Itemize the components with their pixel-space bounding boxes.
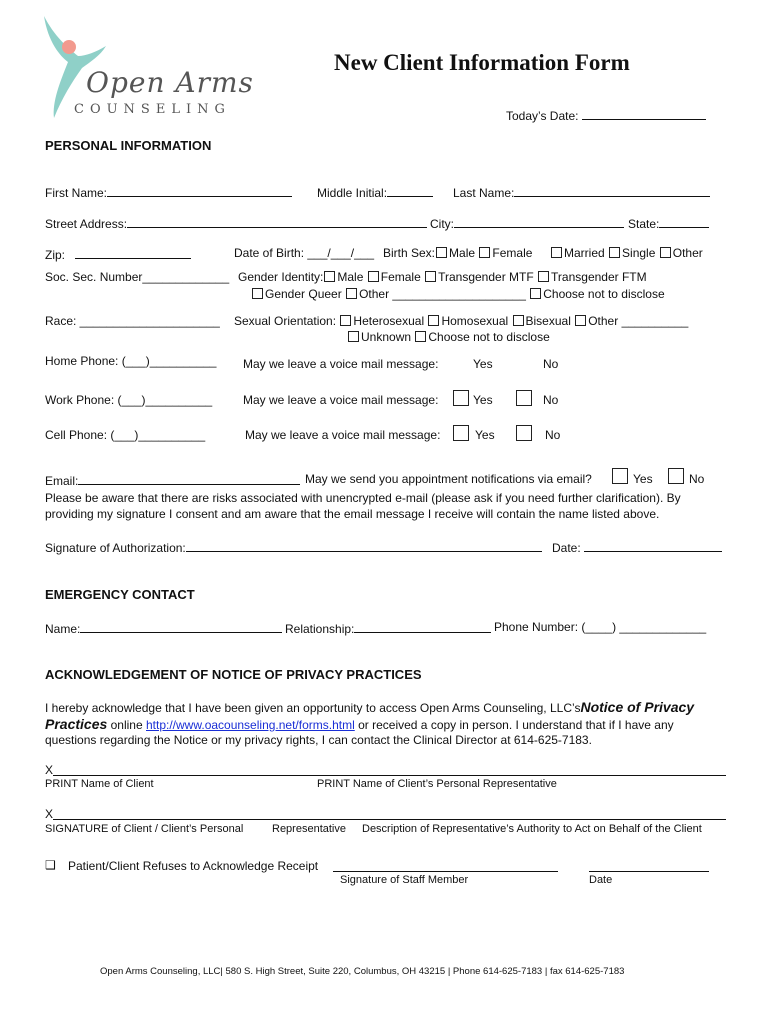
sexual-orientation-group-2 [347,330,550,344]
signature-authorization-field[interactable] [45,539,542,555]
privacy-line-1 [45,699,694,715]
orientation-other-checkbox[interactable] [575,315,586,326]
transgender-ftm-checkbox[interactable] [538,271,549,282]
married-label: Married [564,246,605,260]
zip-label: Zip: [45,248,66,262]
gender-queer-checkbox[interactable] [252,288,263,299]
privacy-text-1: I hereby acknowledge that I have been given an opportunity to access Open Arms Counseling, LLC’s [45,701,581,715]
birth-sex-male-checkbox[interactable] [436,247,447,258]
first-name-field[interactable] [45,184,292,200]
print-client-label: PRINT Name of Client [45,778,154,790]
work-phone-label: Work Phone: (___)__________ [45,393,213,407]
emergency-phone-field[interactable] [494,620,706,634]
birth-sex-label: Birth Sex: [383,246,436,260]
cell-voicemail-q: May we leave a voice mail message: [245,428,441,442]
homosexual-checkbox[interactable] [428,315,439,326]
home-voicemail-yes[interactable]: Yes [473,357,493,371]
single-label: Single [622,246,656,260]
ssn-label: Soc. Sec. Number_____________ [45,270,230,284]
emergency-phone-label: Phone Number: (____) _____________ [494,620,707,634]
cell-phone-label: Cell Phone: (___)__________ [45,428,206,442]
email-no: No [689,472,705,486]
privacy-text-2b: or received a copy in person. I understand that if I have any [358,718,674,732]
gender-identity-group [238,270,647,284]
ssn-field[interactable] [45,270,229,284]
staff-date-line[interactable] [589,871,709,872]
emergency-header: EMERGENCY CONTACT [45,587,195,602]
practices-emphasis: Practices [45,716,108,732]
gender-female-checkbox[interactable] [368,271,379,282]
orientation-choose-not-checkbox[interactable] [415,331,426,342]
work-voicemail-yes: Yes [473,393,493,407]
home-voicemail-q: May we leave a voice mail message: [243,357,439,371]
last-name-field[interactable] [453,184,710,200]
signature-client-label: SIGNATURE of Client / Client’s Personal [45,823,244,835]
emergency-name-field[interactable] [45,620,282,636]
privacy-forms-link[interactable]: http://www.oacounseling.net/forms.html [146,718,355,732]
logo-word: COUNSELING [74,102,231,117]
privacy-line-3: questions regarding the Notice or my privacy rights, I can contact the Clinical Director at 614-625-7183. [45,733,592,747]
city-field[interactable] [430,215,624,231]
email-notify-q: May we send you appointment notifications via email? [305,472,592,486]
relationship-label: Relationship: [285,622,355,636]
city-label: City: [430,217,454,231]
gender-choose-not-label: Choose not to disclose [543,287,665,301]
email-note-line-2: providing my signature I consent and am aware that the email message I receive will contain the name listed above. [45,507,660,521]
page-title: New Client Information Form [334,50,630,75]
emergency-name-label: Name: [45,622,81,636]
refuses-label: Patient/Client Refuses to Acknowledge Receipt [68,859,319,873]
transgender-mtf-checkbox[interactable] [425,271,436,282]
relationship-field[interactable] [285,620,491,636]
gender-female-label: Female [380,270,421,284]
sig-auth-date-label: Date: [552,541,581,555]
marital-other-label: Other [672,246,703,260]
email-yes: Yes [633,472,653,486]
gender-male-checkbox[interactable] [324,271,335,282]
unknown-checkbox[interactable] [348,331,359,342]
todays-date-field[interactable] [506,107,706,123]
orientation-other-label: Other __________ [588,314,689,328]
male-label: Male [449,246,476,260]
unknown-label: Unknown [361,330,412,344]
transgender-mtf-label: Transgender MTF [438,270,534,284]
sexual-orientation-label: Sexual Orientation: [234,314,337,328]
cell-phone-field[interactable] [45,428,205,442]
footer-address: Open Arms Counseling, LLC| 580 S. High Street, Suite 220, Columbus, OH 43215 | Phone 614-625-7183 | fax 614-625-7183 [100,966,625,977]
refuses-checkbox[interactable]: ❑ [45,858,56,872]
email-yes-checkbox[interactable] [612,468,628,484]
privacy-line-2 [45,716,674,732]
marital-group [550,246,703,260]
personal-info-header: PERSONAL INFORMATION [45,138,212,153]
privacy-text-2a: online [110,718,143,732]
street-label: Street Address: [45,217,128,231]
sig-auth-date-field[interactable] [552,539,722,555]
bisexual-checkbox[interactable] [513,315,524,326]
street-address-field[interactable] [45,215,427,231]
birth-sex-female-checkbox[interactable] [479,247,490,258]
email-field[interactable] [45,472,300,488]
email-note-line-1: Please be aware that there are risks associated with unencrypted e-mail (please ask if you need further clarification). By [45,491,681,505]
heterosexual-checkbox[interactable] [340,315,351,326]
work-voicemail-no-checkbox[interactable] [516,390,532,406]
logo [38,12,254,122]
gender-choose-not-checkbox[interactable] [530,288,541,299]
signature-x-mark: X [45,807,54,821]
birth-sex-group [383,246,532,260]
heterosexual-label: Heterosexual [353,314,425,328]
staff-date-label: Date [589,874,613,886]
logo-script: Open Arms [86,66,254,99]
work-voicemail-no: No [543,393,559,407]
gender-identity-label: Gender Identity: [238,270,324,284]
print-x-mark: X [45,763,54,777]
single-checkbox[interactable] [609,247,620,258]
notice-emphasis: Notice of Privacy [580,699,695,715]
zip-field[interactable] [45,246,191,262]
home-phone-label: Home Phone: (___)__________ [45,354,217,368]
cell-voicemail-yes-checkbox[interactable] [453,425,469,441]
first-name-label: First Name: [45,186,108,200]
bisexual-label: Bisexual [525,314,571,328]
staff-signature-line[interactable] [333,871,558,872]
orientation-choose-not-label: Choose not to disclose [428,330,550,344]
print-rep-label: PRINT Name of Client’s Personal Representative [317,778,557,790]
gender-other-label: Other ____________________ [359,287,526,301]
privacy-header: ACKNOWLEDGEMENT OF NOTICE OF PRIVACY PRACTICES [45,667,422,682]
email-no-checkbox[interactable] [668,468,684,484]
middle-initial-label: Middle Initial: [317,186,388,200]
female-label: Female [492,246,533,260]
todays-date-label: Today’s Date: [506,109,579,123]
sig-auth-label: Signature of Authorization: [45,541,186,555]
gender-male-label: Male [337,270,364,284]
sexual-orientation-group [234,314,688,328]
representative-label: Representative [272,823,346,835]
middle-initial-field[interactable] [317,184,433,200]
gender-other-checkbox[interactable] [346,288,357,299]
description-label: Description of Representative’s Authority to Act on Behalf of the Client [362,823,702,835]
gender-identity-group-2 [251,287,665,301]
homosexual-label: Homosexual [441,314,509,328]
last-name-label: Last Name: [453,186,515,200]
print-name-line[interactable] [53,775,726,776]
signature-line[interactable] [53,819,726,820]
home-voicemail-no[interactable]: No [543,357,559,371]
dob-field[interactable] [234,246,374,260]
transgender-ftm-label: Transgender FTM [551,270,647,284]
cell-voicemail-no: No [545,428,561,442]
work-phone-field[interactable] [45,393,212,407]
work-voicemail-yes-checkbox[interactable] [453,390,469,406]
gender-queer-label: Gender Queer [265,287,342,301]
marital-other-checkbox[interactable] [660,247,671,258]
state-field[interactable] [628,215,709,231]
race-field[interactable] [45,314,220,328]
state-label: State: [628,217,660,231]
married-checkbox[interactable] [551,247,562,258]
cell-voicemail-no-checkbox[interactable] [516,425,532,441]
cell-voicemail-yes: Yes [475,428,495,442]
work-voicemail-q: May we leave a voice mail message: [243,393,439,407]
home-phone-field[interactable] [45,354,216,368]
dob-label: Date of Birth: ___/___/___ [234,246,375,260]
email-label: Email: [45,474,79,488]
staff-signature-label: Signature of Staff Member [340,874,469,886]
race-label: Race: _____________________ [45,314,220,328]
